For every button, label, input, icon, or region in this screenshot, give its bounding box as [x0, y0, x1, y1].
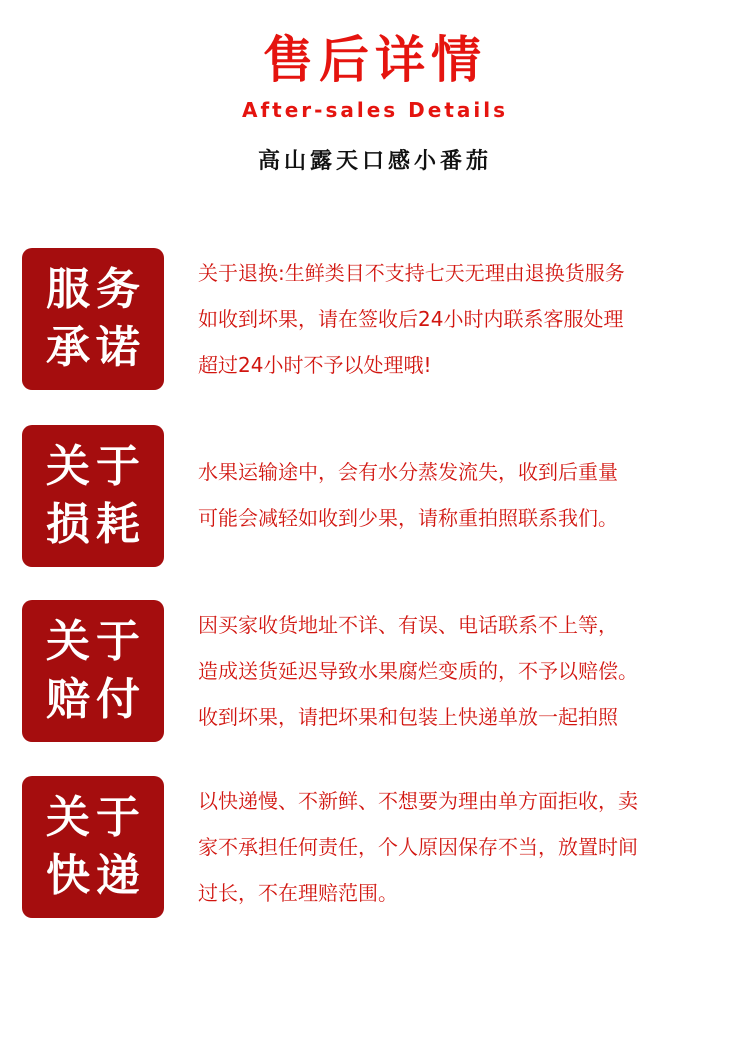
section-body: [198, 449, 728, 541]
badge-line-1: 关于: [46, 441, 146, 492]
body-line: 如收到坏果，请在签收后24小时内联系客服处理: [198, 307, 624, 331]
body-line: 收到坏果，请把坏果和包装上快递单放一起拍照: [198, 705, 618, 729]
product-name: 高山露天口感小番茄: [257, 149, 492, 174]
section-badge: [22, 248, 164, 390]
section-badge: [22, 776, 164, 918]
page-subtitle: After-sales Details: [242, 98, 508, 122]
section-service-promise: [22, 248, 732, 393]
section-body: [198, 778, 728, 916]
section-delivery: [22, 776, 732, 921]
body-line: 超过24小时不予以处理哦!: [198, 353, 432, 377]
badge-line-1: 关于: [46, 616, 146, 667]
body-line: 造成送货延迟导致水果腐烂变质的，不予以赔偿。: [198, 659, 638, 683]
body-line: 关于退换:生鲜类目不支持七天无理由退换货服务: [198, 261, 625, 285]
section-badge: [22, 425, 164, 567]
body-line: 过长，不在理赔范围。: [198, 881, 398, 905]
badge-line-1: 关于: [46, 792, 146, 843]
body-line: 以快递慢、不新鲜、不想要为理由单方面拒收，卖: [198, 789, 638, 813]
page-title: 售后详情: [263, 31, 487, 89]
section-body: [198, 602, 728, 740]
badge-line-2: 承诺: [46, 322, 146, 373]
body-line: 水果运输途中，会有水分蒸发流失，收到后重量: [198, 460, 618, 484]
badge-line-1: 服务: [46, 264, 146, 315]
badge-line-2: 赔付: [46, 674, 146, 725]
body-line: 可能会减轻如收到少果，请称重拍照联系我们。: [198, 506, 618, 530]
section-body: [198, 250, 728, 388]
body-line: 家不承担任何责任，个人原因保存不当，放置时间: [198, 835, 638, 859]
section-compensation: [22, 600, 732, 745]
section-loss: [22, 425, 732, 570]
badge-line-2: 损耗: [46, 499, 146, 550]
body-line: 因买家收货地址不详、有误、电话联系不上等，: [198, 613, 618, 637]
section-badge: [22, 600, 164, 742]
badge-line-2: 快递: [46, 850, 146, 901]
